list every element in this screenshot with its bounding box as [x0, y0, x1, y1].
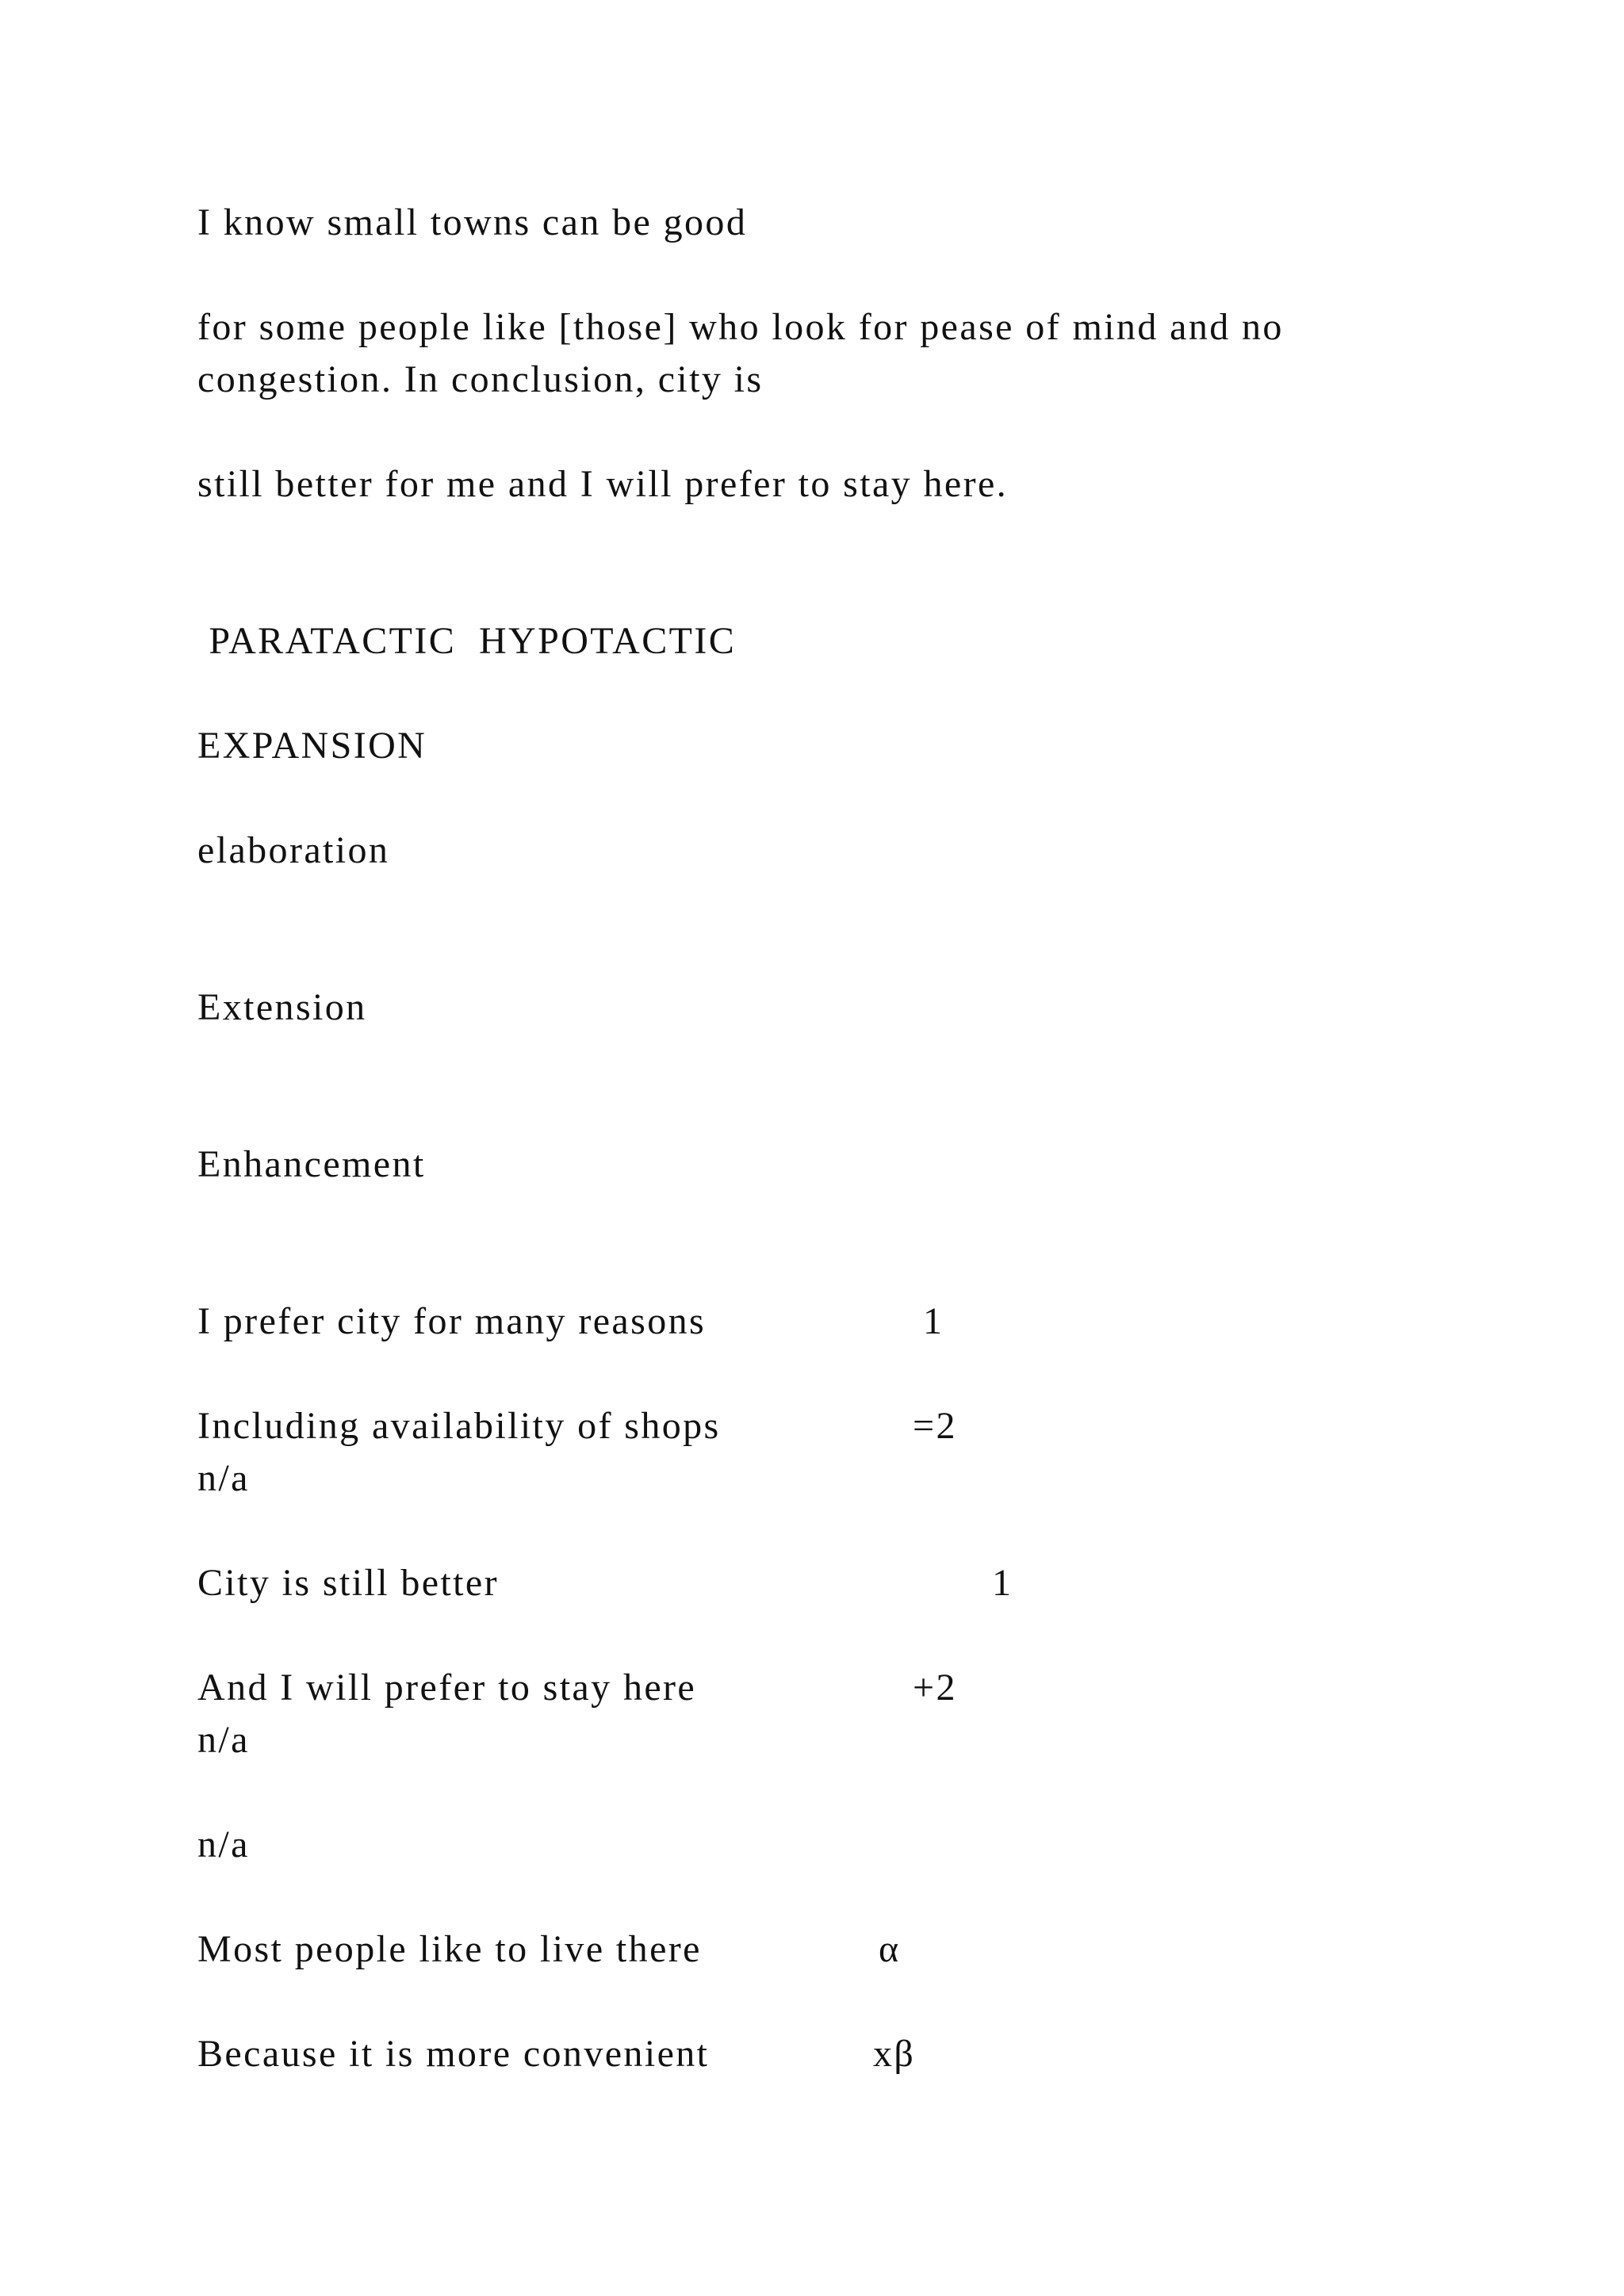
analysis-mark: +2: [913, 1667, 957, 1709]
analysis-mark: xβ: [873, 2033, 916, 2075]
extension-label: Extension: [197, 986, 367, 1028]
paragraph-line-4: still better for me and I will prefer to stay here.: [197, 463, 1009, 505]
paragraph-line-3: congestion. In conclusion, city is: [197, 358, 764, 400]
paragraph-line-1: I know small towns can be good: [197, 201, 748, 243]
analysis-note: n/a: [197, 1823, 250, 1866]
analysis-note: n/a: [197, 1719, 250, 1761]
analysis-mark: 1: [923, 1300, 944, 1342]
analysis-note: n/a: [197, 1457, 250, 1499]
analysis-clause: Most people like to live there: [197, 1928, 702, 1970]
elaboration-label: elaboration: [197, 829, 390, 871]
analysis-clause: City is still better: [197, 1562, 499, 1604]
enhancement-label: Enhancement: [197, 1143, 426, 1185]
analysis-mark: 1: [992, 1562, 1013, 1604]
column-headers: PARATACTIC HYPOTACTIC: [197, 620, 737, 662]
paragraph-line-2: for some people like [those] who look for pease of mind and no: [197, 306, 1284, 348]
analysis-clause: Because it is more convenient: [197, 2033, 710, 2075]
analysis-clause: I prefer city for many reasons: [197, 1300, 707, 1342]
analysis-clause: Including availability of shops: [197, 1405, 721, 1447]
expansion-heading: EXPANSION: [197, 725, 427, 767]
analysis-mark: α: [879, 1928, 901, 1970]
analysis-mark: =2: [913, 1405, 957, 1447]
analysis-clause: And I will prefer to stay here: [197, 1667, 697, 1709]
